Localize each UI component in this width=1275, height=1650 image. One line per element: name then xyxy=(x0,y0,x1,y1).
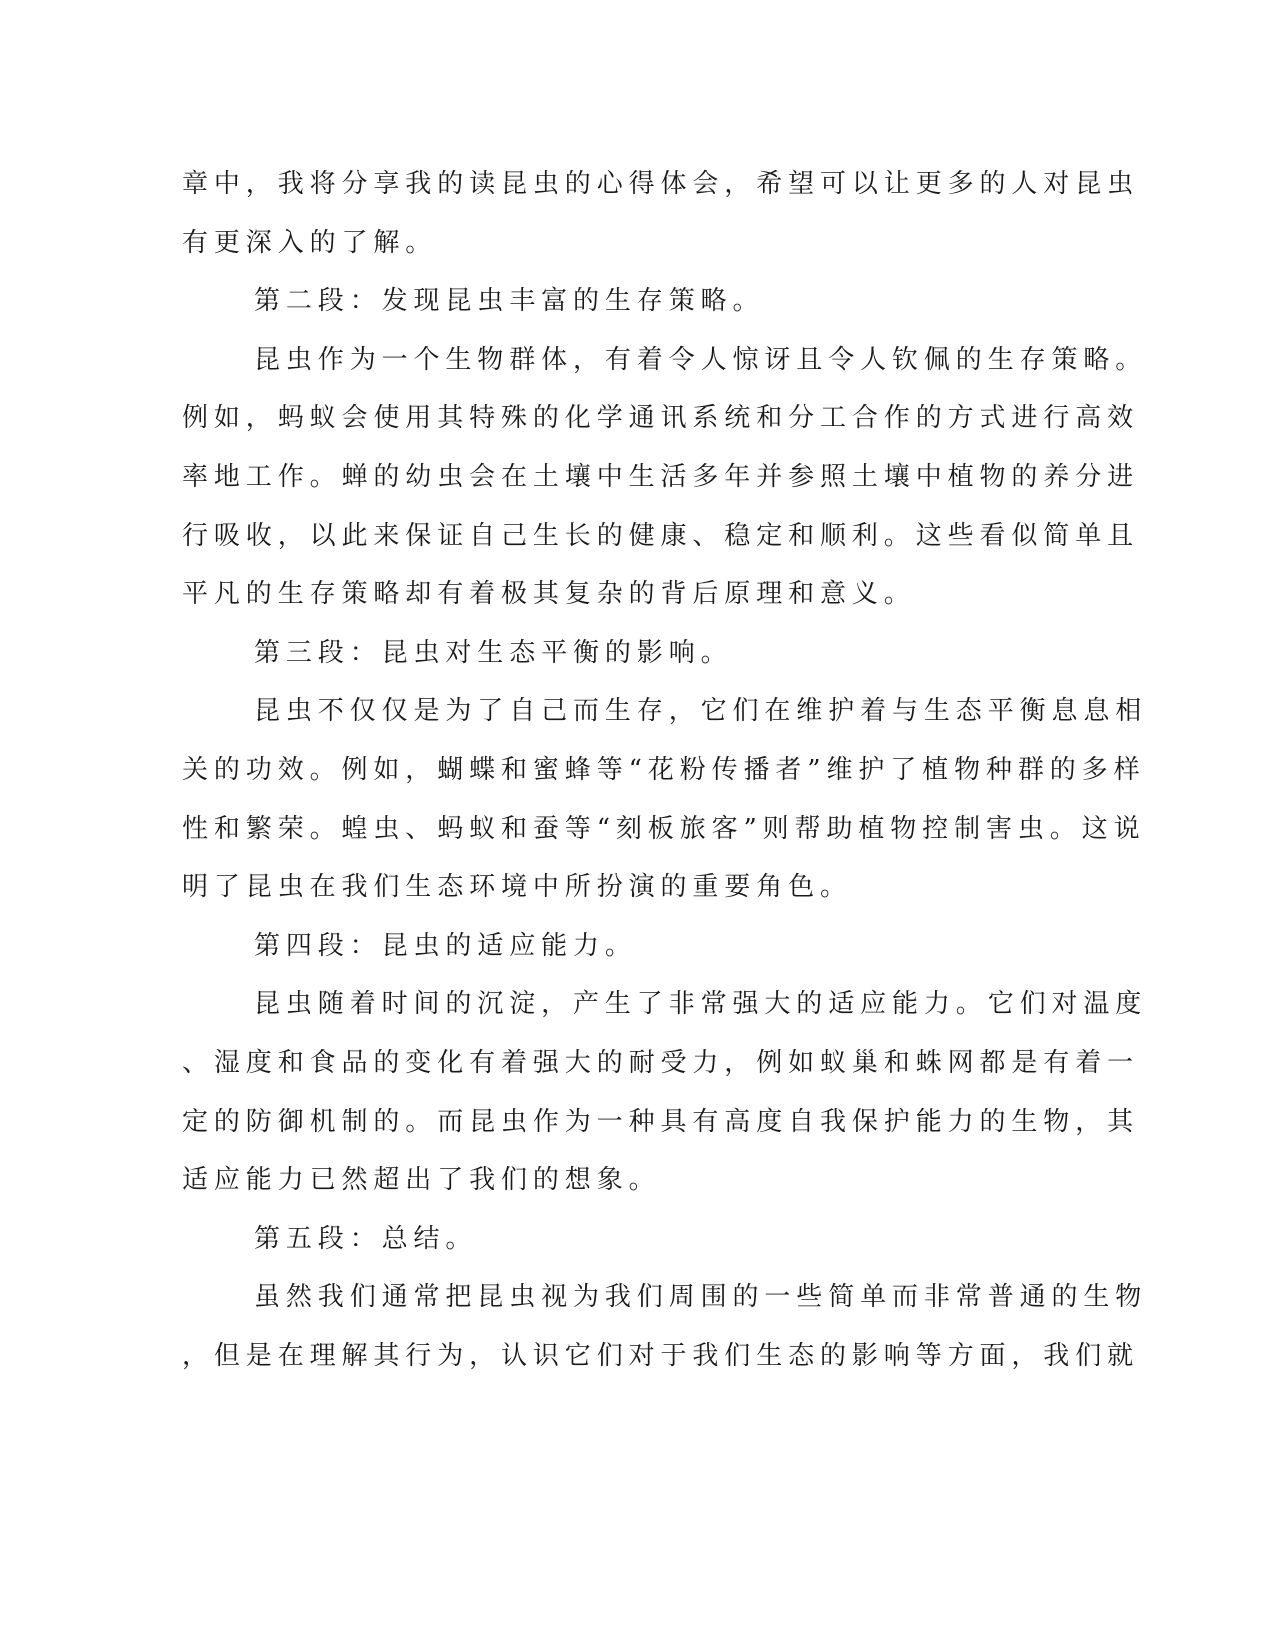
text-line: 定的防御机制的。而昆虫作为一种具有高度自我保护能力的生物，其 xyxy=(182,1106,1140,1137)
section-heading: 第四段：昆虫的适应能力。 xyxy=(254,930,637,961)
section-heading: 第二段：发现昆虫丰富的生存策略。 xyxy=(254,286,765,317)
text-line: 例如，蚂蚁会使用其特殊的化学通讯系统和分工合作的方式进行高效 xyxy=(182,403,1140,434)
text-line: 平凡的生存策略却有着极其复杂的背后原理和意义。 xyxy=(182,579,916,610)
text-line: ，但是在理解其行为，认识它们对于我们生态的影响等方面，我们就 xyxy=(182,1340,1140,1371)
section-heading: 第三段：昆虫对生态平衡的影响。 xyxy=(254,637,733,668)
text-line: 章中，我将分享我的读昆虫的心得体会，希望可以让更多的人对昆虫 xyxy=(182,169,1140,199)
text-line: 明了昆虫在我们生态环境中所扮演的重要角色。 xyxy=(182,872,852,903)
text-line: 有更深入的了解。 xyxy=(182,227,438,258)
text-line: 率地工作。蝉的幼虫会在土壤中生活多年并参照土壤中植物的养分进 xyxy=(182,461,1140,492)
text-line: 昆虫随着时间的沉淀，产生了非常强大的适应能力。它们对温度 xyxy=(254,989,1148,1020)
text-line: 虽然我们通常把昆虫视为我们周围的一些简单而非常普通的生物 xyxy=(254,1282,1148,1313)
text-line: 昆虫作为一个生物群体，有着令人惊讶且令人钦佩的生存策略。 xyxy=(254,344,1148,375)
text-line: 行吸收，以此来保证自己生长的健康、稳定和顺利。这些看似简单且 xyxy=(182,520,1140,551)
text-line: 昆虫不仅仅是为了自己而生存，它们在维护着与生态平衡息息相 xyxy=(254,696,1148,727)
section-heading: 第五段：总结。 xyxy=(254,1223,478,1254)
document-body xyxy=(182,155,1148,1385)
text-line: 适应能力已然超出了我们的想象。 xyxy=(182,1165,661,1196)
text-line: 、湿度和食品的变化有着强大的耐受力，例如蚁巢和蛛网都是有着一 xyxy=(182,1047,1140,1078)
text-line: 性和繁荣。蝗虫、蚂蚁和蚕等“刻板旅客”则帮助植物控制害虫。这说 xyxy=(182,813,1146,844)
text-line: 关的功效。例如，蝴蝶和蜜蜂等“花粉传播者”维护了植物种群的多样 xyxy=(182,754,1146,785)
